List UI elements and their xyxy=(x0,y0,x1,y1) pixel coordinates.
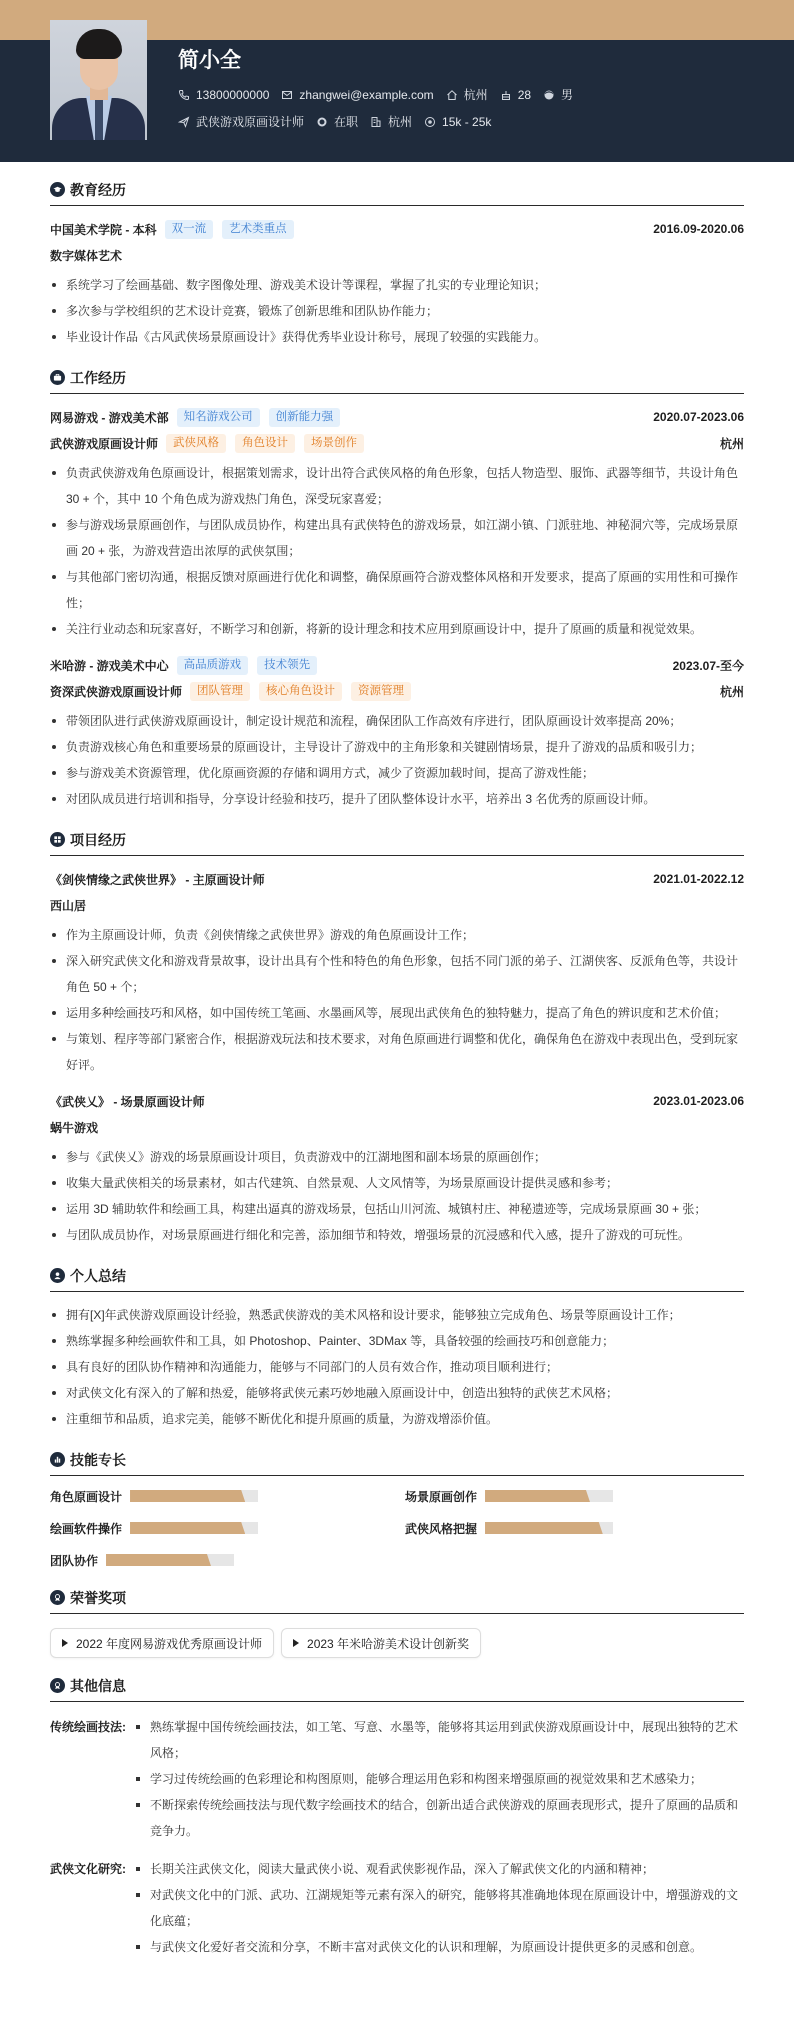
email-text: zhangwei@example.com xyxy=(299,87,434,102)
company-name: 米哈游 - 游戏美术中心 xyxy=(50,658,169,673)
company-tag: 技术领先 xyxy=(257,656,317,675)
list-item: 带领团队进行武侠游戏原画设计，制定设计规范和流程，确保团队工作高效有序进行，团队原画设计效率提高 20%； xyxy=(50,708,744,734)
candidate-name: 简小全 xyxy=(178,49,241,72)
list-item: 注重细节和品质，追求完美，能够不断优化和提升原画的质量，为游戏增添价值。 xyxy=(50,1406,744,1432)
award-item xyxy=(50,1628,274,1658)
list-item: 负责武侠游戏角色原画设计，根据策划需求，设计出符合武侠风格的角色形象，包括人物造型、服饰、武器等细节，共设计角色 30 + 个，其中 10 个角色成为游戏热门角色，深受玩家喜爱； xyxy=(50,460,744,512)
role-tag: 场景创作 xyxy=(304,434,364,453)
residence-text: 杭州 xyxy=(463,88,488,102)
skill-name: 绘画软件操作 xyxy=(50,1521,123,1536)
cake-icon xyxy=(500,89,512,101)
list-item: 运用 3D 辅助软件和绘画工具，构建出逼真的游戏场景，包括山川河流、城镇村庄、神秘遗迹等，完成场景原画 30 + 张； xyxy=(50,1196,744,1222)
list-item: 与策划、程序等部门紧密合作，根据游戏玩法和技术要求，对角色原画进行调整和优化，确保角色在游戏中表现出色，受到玩家好评。 xyxy=(50,1026,744,1078)
skill-name: 角色原画设计 xyxy=(50,1489,123,1504)
awards-list xyxy=(50,1628,744,1658)
phone-text: 13800000000 xyxy=(196,87,270,102)
grid-icon xyxy=(50,832,65,847)
summary-section xyxy=(50,1264,744,1432)
job-status-item xyxy=(316,113,358,130)
company-name: 网易游戏 - 游戏美术部 xyxy=(50,410,169,425)
role-name: 资深武侠游戏原画设计师 xyxy=(50,684,183,699)
project-entry xyxy=(50,868,744,1078)
other-info-label: 武侠文化研究: xyxy=(50,1862,126,1876)
status-icon xyxy=(316,116,328,128)
caret-right-icon xyxy=(293,1639,299,1647)
skill-item xyxy=(50,1486,405,1506)
phone-icon xyxy=(178,89,190,101)
list-item: 对武侠文化有深入的了解和热爱，能够将武侠元素巧妙地融入原画设计中，创造出独特的武侠艺术风格； xyxy=(50,1380,744,1406)
skill-bar-fill xyxy=(485,1522,603,1534)
role-tag: 资源管理 xyxy=(351,682,411,701)
section-title-text: 技能专长 xyxy=(70,1451,126,1468)
phone-item xyxy=(178,88,269,102)
target-position-item xyxy=(178,113,304,130)
list-item: 与团队成员协作，对场景原画进行细化和完善，添加细节和特效，增强场景的沉浸感和代入感，提升了游戏的可玩性。 xyxy=(50,1222,744,1248)
project-date: 2023.01-2023.06 xyxy=(653,1094,744,1108)
skill-bar xyxy=(485,1490,613,1502)
company-tag: 知名游戏公司 xyxy=(177,408,260,427)
other-info-label: 传统绘画技法: xyxy=(50,1720,126,1734)
salary-text: 15k - 25k xyxy=(442,114,492,129)
skill-item xyxy=(405,1518,760,1538)
gender-item xyxy=(543,86,573,103)
school-name: 中国美术学院 - 本科 xyxy=(50,222,157,237)
company-tag: 创新能力强 xyxy=(269,408,341,427)
list-item: 深入研究武侠文化和游戏背景故事，设计出具有个性和特色的角色形象，包括不同门派的弟子、江湖侠客、反派角色等，共设计角色 50 + 个； xyxy=(50,948,744,1000)
work-entry xyxy=(50,406,744,642)
award-icon xyxy=(50,1590,65,1605)
education-entry xyxy=(50,218,744,350)
list-item: 具有良好的团队协作精神和沟通能力，能够与不同部门的人员有效合作，推动项目顺利进行； xyxy=(50,1354,744,1380)
list-item: 作为主原画设计师，负责《剑侠情缘之武侠世界》游戏的角色原画设计工作； xyxy=(50,922,744,948)
section-header xyxy=(50,1448,744,1476)
target-city-item xyxy=(370,113,412,130)
email-item xyxy=(281,88,433,102)
age-item xyxy=(500,88,531,102)
age-text: 28 xyxy=(517,87,532,102)
work-bullets xyxy=(50,708,744,812)
skill-bar-fill xyxy=(130,1522,245,1534)
list-item: 学习过传统绘画的色彩理论和构图原则，能够合理运用色彩和构图来增强原画的视觉效果和艺术感染力； xyxy=(134,1766,744,1792)
job-status-text: 在职 xyxy=(334,115,359,129)
contact-row xyxy=(178,86,585,103)
skill-item xyxy=(50,1518,405,1538)
section-title-text: 项目经历 xyxy=(70,831,126,848)
send-icon xyxy=(178,116,190,128)
target-position-text: 武侠游戏原画设计师 xyxy=(196,115,305,129)
section-header xyxy=(50,178,744,206)
gender-text: 男 xyxy=(561,88,574,102)
role-tag: 核心角色设计 xyxy=(259,682,342,701)
skill-bar-fill xyxy=(130,1490,245,1502)
role-name: 武侠游戏原画设计师 xyxy=(50,436,159,451)
work-date: 2020.07-2023.06 xyxy=(653,410,744,424)
project-company: 西山居 xyxy=(50,898,87,913)
skill-item xyxy=(405,1486,760,1506)
work-location: 杭州 xyxy=(719,684,744,699)
resume-header xyxy=(0,0,794,162)
summary-bullets xyxy=(50,1302,744,1432)
list-item: 收集大量武侠相关的场景素材，如古代建筑、自然景观、人文风情等，为场景原画设计提供灵感和参考； xyxy=(50,1170,744,1196)
skill-name: 武侠风格把握 xyxy=(405,1521,478,1536)
other-info-bullets xyxy=(134,1714,744,1844)
info-icon xyxy=(50,1678,65,1693)
section-header xyxy=(50,366,744,394)
skills-grid xyxy=(50,1486,744,1570)
list-item: 多次参与学校组织的艺术设计竞赛，锻炼了创新思维和团队协作能力； xyxy=(50,298,744,324)
education-section xyxy=(50,178,744,350)
work-section xyxy=(50,366,744,812)
award-text: 2023 年米哈游美术设计创新奖 xyxy=(307,1636,470,1651)
list-item: 与其他部门密切沟通，根据反馈对原画进行优化和调整，确保原画符合游戏整体风格和开发要求，提高了原画的实用性和可操作性； xyxy=(50,564,744,616)
project-entry xyxy=(50,1090,744,1248)
award-text: 2022 年度网易游戏优秀原画设计师 xyxy=(76,1636,263,1651)
list-item: 运用多种绘画技巧和风格，如中国传统工笔画、水墨画风等，展现出武侠角色的独特魅力，提高了角色的辨识度和艺术价值； xyxy=(50,1000,744,1026)
user-icon xyxy=(50,1268,65,1283)
section-title-text: 荣誉奖项 xyxy=(70,1589,126,1606)
project-company: 蜗牛游戏 xyxy=(50,1120,99,1135)
award-item xyxy=(281,1628,481,1658)
list-item: 参与游戏美术资源管理，优化原画资源的存储和调用方式，减少了资源加载时间，提高了游戏性能； xyxy=(50,760,744,786)
section-title-text: 其他信息 xyxy=(70,1677,126,1694)
list-item: 系统学习了绘画基础、数字图像处理、游戏美术设计等课程，掌握了扎实的专业理论知识； xyxy=(50,272,744,298)
bar-chart-icon xyxy=(50,1452,65,1467)
major-name: 数字媒体艺术 xyxy=(50,248,123,263)
awards-section xyxy=(50,1586,744,1658)
projects-section xyxy=(50,828,744,1248)
project-bullets xyxy=(50,922,744,1078)
skills-section xyxy=(50,1448,744,1570)
skill-bar-fill xyxy=(106,1554,211,1566)
other-info-group xyxy=(50,1856,744,1960)
skill-name: 场景原画创作 xyxy=(405,1489,478,1504)
work-bullets xyxy=(50,460,744,642)
section-header xyxy=(50,828,744,856)
section-title-text: 教育经历 xyxy=(70,181,126,198)
project-date: 2021.01-2022.12 xyxy=(653,872,744,886)
education-date: 2016.09-2020.06 xyxy=(653,222,744,236)
education-bullets xyxy=(50,272,744,350)
section-header xyxy=(50,1674,744,1702)
list-item: 参与《武侠乂》游戏的场景原画设计项目，负责游戏中的江湖地图和副本场景的原画创作； xyxy=(50,1144,744,1170)
section-title-text: 工作经历 xyxy=(70,369,126,386)
skill-bar xyxy=(130,1522,258,1534)
gender-icon xyxy=(543,89,555,101)
caret-right-icon xyxy=(62,1639,68,1647)
list-item: 关注行业动态和玩家喜好，不断学习和创新，将新的设计理念和技术应用到原画设计中，提升了原画的质量和视觉效果。 xyxy=(50,616,744,642)
school-tag: 艺术类重点 xyxy=(222,220,294,239)
list-item: 熟练掌握中国传统绘画技法，如工笔、写意、水墨等，能够将其运用到武侠游戏原画设计中，展现出独特的艺术风格； xyxy=(134,1714,744,1766)
list-item: 负责游戏核心角色和重要场景的原画设计，主导设计了游戏中的主角形象和关键剧情场景，提升了游戏的品质和吸引力； xyxy=(50,734,744,760)
resume-body xyxy=(0,178,794,1990)
list-item: 不断探索传统绘画技法与现代数字绘画技术的结合，创新出适合武侠游戏的原画表现形式，提升了原画的品质和竞争力。 xyxy=(134,1792,744,1844)
list-item: 参与游戏场景原画创作，与团队成员协作，构建出具有武侠特色的游戏场景，如江湖小镇、门派驻地、神秘洞穴等，完成场景原画 20 + 张，为游戏营造出浓厚的武侠氛围； xyxy=(50,512,744,564)
work-date: 2023.07-至今 xyxy=(672,658,744,673)
list-item: 对团队成员进行培训和指导，分享设计经验和技巧，提升了团队整体设计水平，培养出 3 名优秀的原画设计师。 xyxy=(50,786,744,812)
role-tag: 团队管理 xyxy=(190,682,250,701)
list-item: 与武侠文化爱好者交流和分享，不断丰富对武侠文化的认识和理解，为原画设计提供更多的灵感和创意。 xyxy=(134,1934,744,1960)
section-header xyxy=(50,1586,744,1614)
salary-icon xyxy=(424,116,436,128)
project-name: 《武侠乂》 - 场景原画设计师 xyxy=(50,1094,205,1109)
list-item: 长期关注武侠文化，阅读大量武侠小说、观看武侠影视作品，深入了解武侠文化的内涵和精神； xyxy=(134,1856,744,1882)
work-entry xyxy=(50,654,744,812)
project-name: 《剑侠情缘之武侠世界》 - 主原画设计师 xyxy=(50,872,265,887)
section-title-text: 个人总结 xyxy=(70,1267,126,1284)
mail-icon xyxy=(281,89,293,101)
role-tag: 角色设计 xyxy=(235,434,295,453)
school-tag: 双一流 xyxy=(165,220,214,239)
skill-bar xyxy=(485,1522,613,1534)
section-header xyxy=(50,1264,744,1292)
avatar-photo xyxy=(50,20,147,140)
list-item: 毕业设计作品《古风武侠场景原画设计》获得优秀毕业设计称号，展现了较强的实践能力。 xyxy=(50,324,744,350)
other-section xyxy=(50,1674,744,1990)
skill-bar xyxy=(106,1554,234,1566)
job-intent-row xyxy=(178,113,503,130)
target-city-text: 杭州 xyxy=(388,115,413,129)
briefcase-icon xyxy=(50,370,65,385)
graduation-cap-icon xyxy=(50,182,65,197)
residence-item xyxy=(446,86,488,103)
other-info-bullets xyxy=(134,1856,744,1960)
work-location: 杭州 xyxy=(719,436,744,451)
home-icon xyxy=(446,89,458,101)
building-icon xyxy=(370,116,382,128)
skill-name: 团队协作 xyxy=(50,1553,99,1568)
list-item: 对武侠文化中的门派、武功、江湖规矩等元素有深入的研究，能够将其准确地体现在原画设计中，增强游戏的文化底蕴； xyxy=(134,1882,744,1934)
salary-item xyxy=(424,115,491,129)
skill-bar xyxy=(130,1490,258,1502)
other-info-group xyxy=(50,1714,744,1844)
skill-item xyxy=(50,1550,405,1570)
list-item: 熟练掌握多种绘画软件和工具，如 Photoshop、Painter、3DMax 等，具备较强的绘画技巧和创意能力； xyxy=(50,1328,744,1354)
list-item: 拥有[X]年武侠游戏原画设计经验，熟悉武侠游戏的美术风格和设计要求，能够独立完成角色、场景等原画设计工作； xyxy=(50,1302,744,1328)
role-tag: 武侠风格 xyxy=(166,434,226,453)
project-bullets xyxy=(50,1144,744,1248)
skill-bar-fill xyxy=(485,1490,590,1502)
company-tag: 高品质游戏 xyxy=(177,656,249,675)
